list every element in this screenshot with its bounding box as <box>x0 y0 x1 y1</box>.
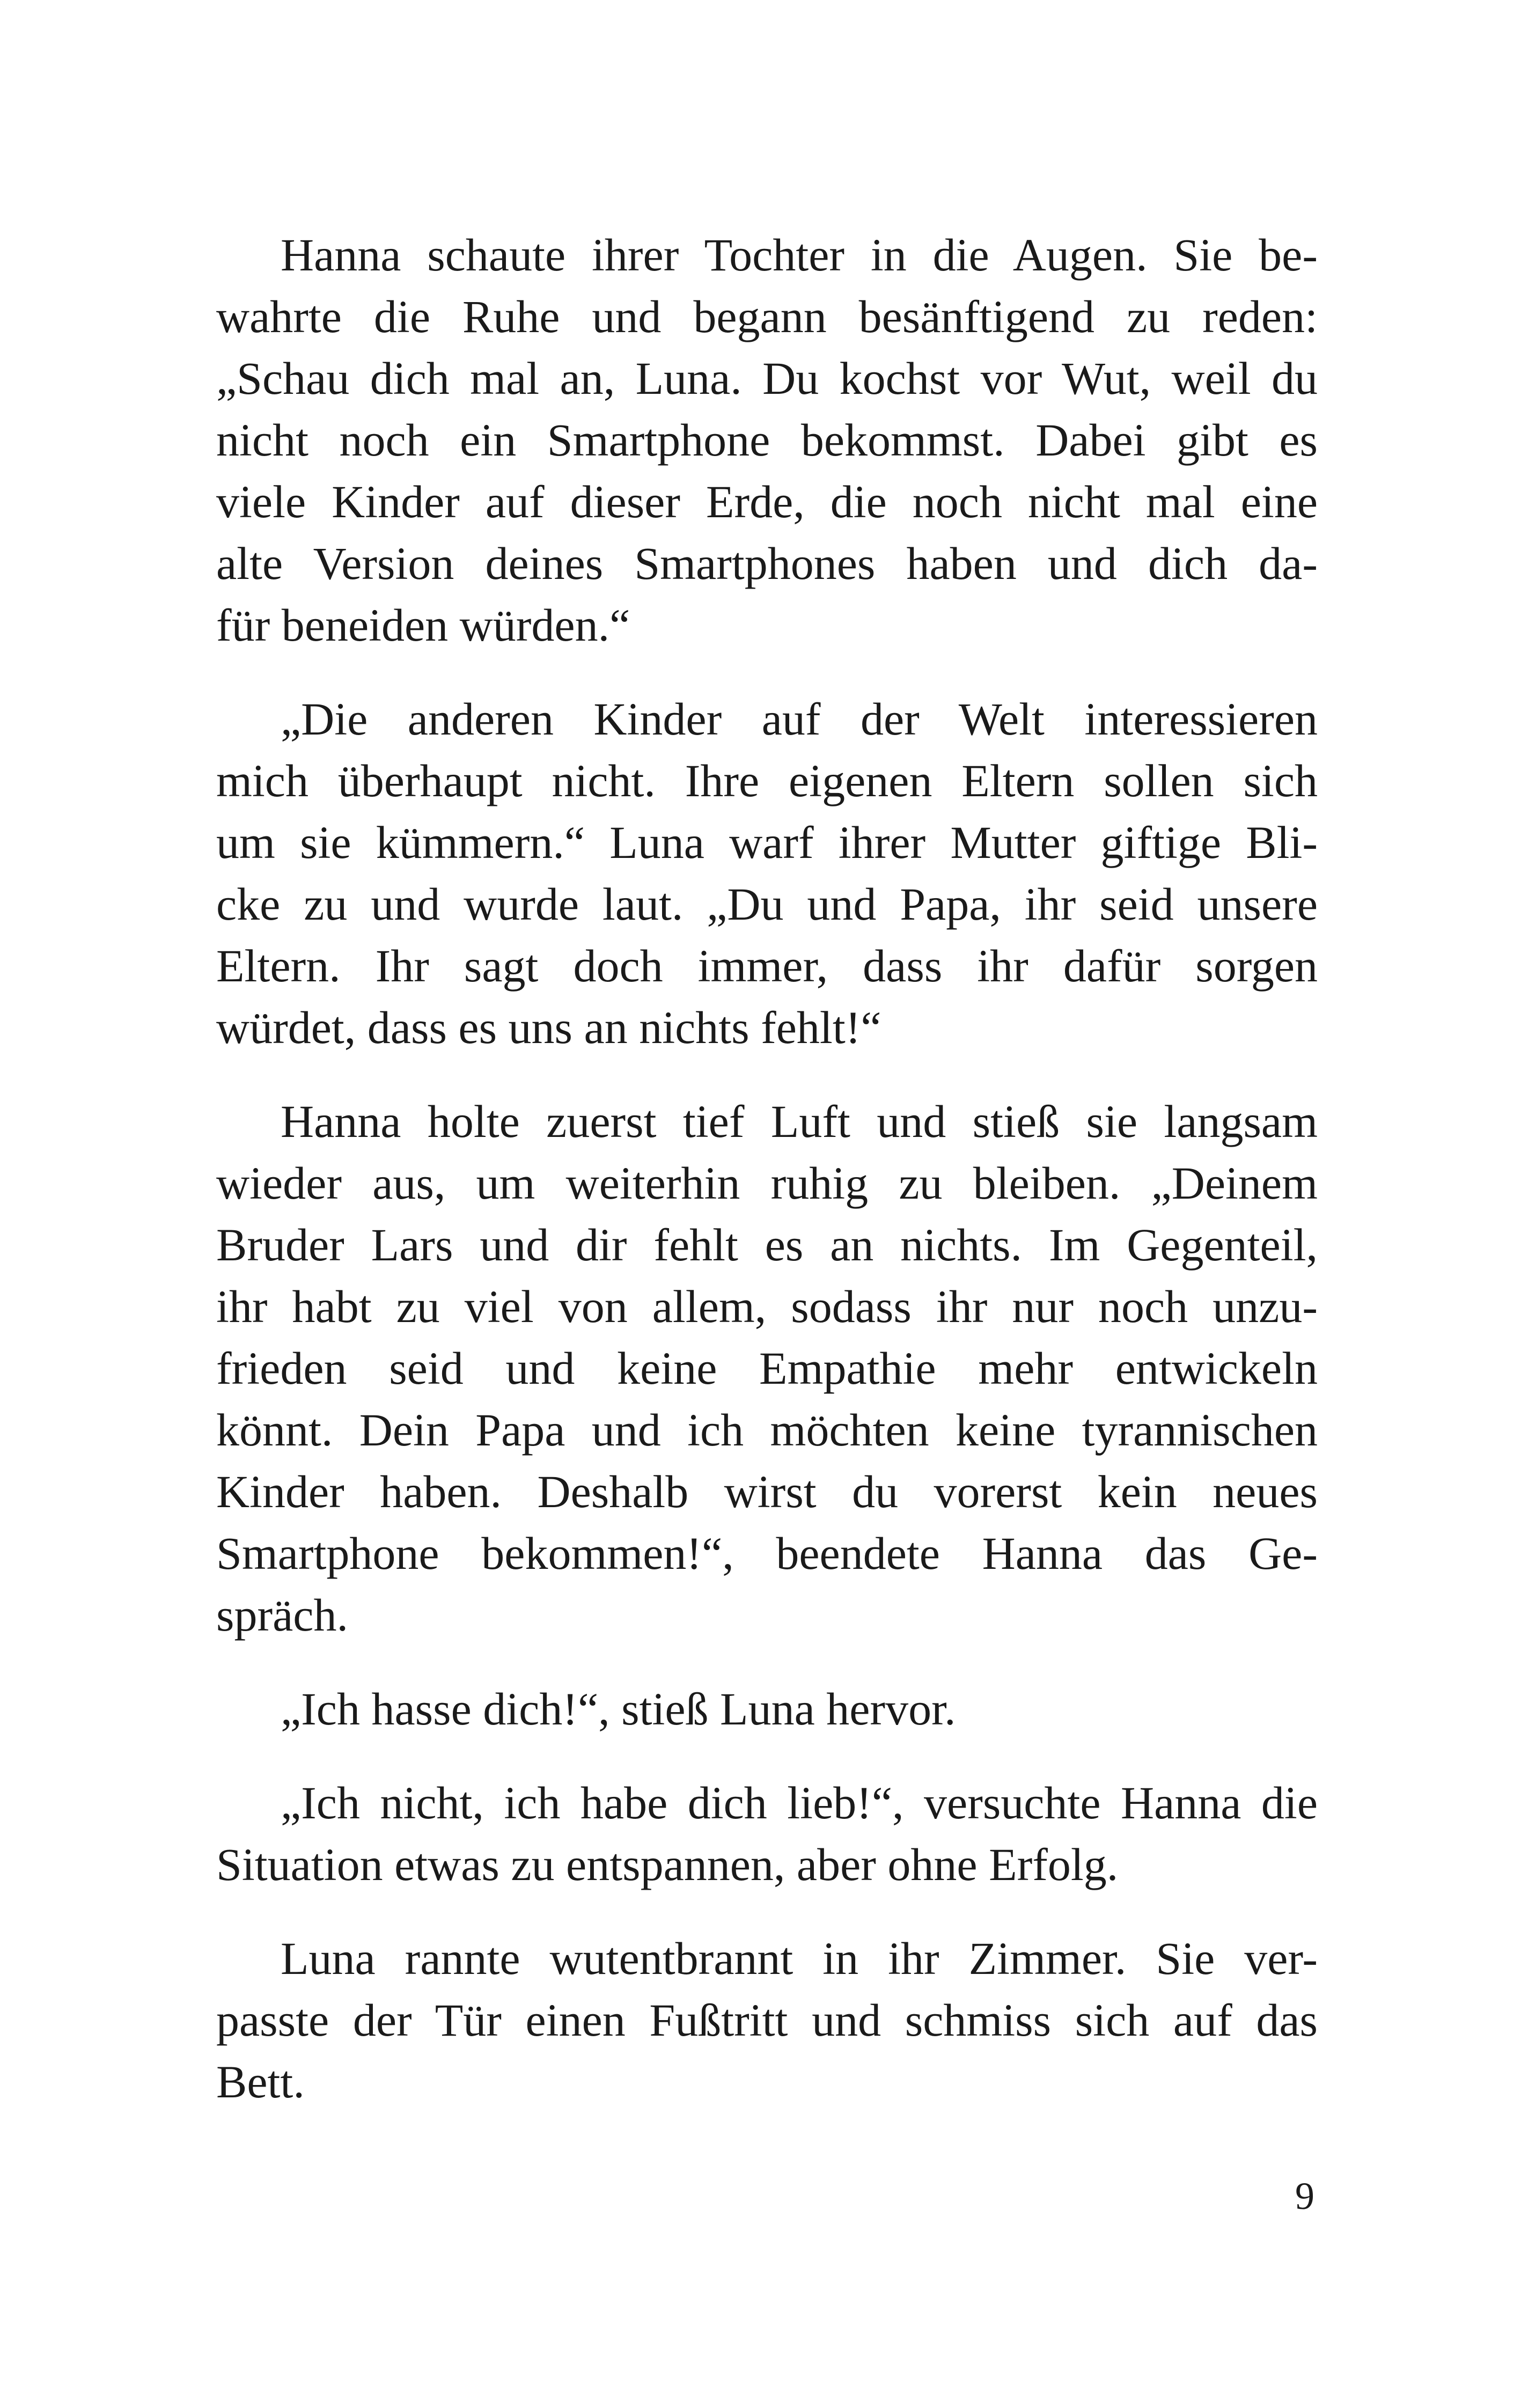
text-line: würdet, dass es uns an nichts fehlt!“ <box>216 1002 881 1053</box>
text-line: Bett. <box>216 2056 305 2108</box>
paragraph-1 <box>216 224 1318 656</box>
text-line: „Schau dich mal an, Luna. Du kochst vor Wut, weil du <box>216 353 1318 404</box>
text-line: „Ich nicht, ich habe dich lieb!“, versuchte Hanna die <box>281 1777 1318 1829</box>
text-line: cke zu und wurde laut. „Du und Papa, ihr seid unsere <box>216 878 1318 930</box>
text-line: frieden seid und keine Empathie mehr entwickeln <box>216 1342 1318 1394</box>
body-text <box>216 224 1318 2145</box>
paragraph-4 <box>216 1678 1318 1740</box>
text-line: passte der Tür einen Fußtritt und schmiss sich auf das <box>216 1994 1318 2046</box>
text-line: wahrte die Ruhe und begann besänftigend zu reden: <box>216 291 1318 342</box>
text-line: Luna rannte wutentbrannt in ihr Zimmer. Sie ver- <box>281 1933 1318 1984</box>
text-line: Situation etwas zu entspannen, aber ohne Erfolg. <box>216 1839 1119 1890</box>
text-line: alte Version deines Smartphones haben und dich da- <box>216 538 1318 589</box>
text-line: ihr habt zu viel von allem, sodass ihr nur noch unzu- <box>216 1281 1318 1332</box>
paragraph-6 <box>216 1928 1318 2113</box>
paragraph-2 <box>216 688 1318 1059</box>
text-line: für beneiden würden.“ <box>216 599 630 651</box>
text-line: viele Kinder auf dieser Erde, die noch nicht mal eine <box>216 476 1318 527</box>
text-line: wieder aus, um weiterhin ruhig zu bleiben. „Deinem <box>216 1157 1318 1209</box>
text-line: spräch. <box>216 1589 348 1641</box>
text-line: Kinder haben. Deshalb wirst du vorerst kein neues <box>216 1466 1318 1517</box>
paragraph-5 <box>216 1772 1318 1896</box>
text-line: Bruder Lars und dir fehlt es an nichts. Im Gegenteil, <box>216 1219 1318 1271</box>
text-line: „Die anderen Kinder auf der Welt interessieren <box>281 693 1318 745</box>
text-line: um sie kümmern.“ Luna warf ihrer Mutter giftige Bli- <box>216 817 1318 868</box>
paragraph-3 <box>216 1091 1318 1646</box>
text-line: Hanna schaute ihrer Tochter in die Augen. Sie be- <box>281 229 1318 281</box>
text-line: könnt. Dein Papa und ich möchten keine tyrannischen <box>216 1404 1318 1456</box>
page-number: 9 <box>1295 2175 1314 2218</box>
text-line: Hanna holte zuerst tief Luft und stieß sie langsam <box>281 1096 1318 1147</box>
text-line: nicht noch ein Smartphone bekommst. Dabei gibt es <box>216 414 1318 466</box>
text-line: mich überhaupt nicht. Ihre eigenen Eltern sollen sich <box>216 755 1318 806</box>
text-line: Eltern. Ihr sagt doch immer, dass ihr dafür sorgen <box>216 940 1318 992</box>
text-line: „Ich hasse dich!“, stieß Luna hervor. <box>281 1683 956 1735</box>
text-line: Smartphone bekommen!“, beendete Hanna das Ge- <box>216 1528 1318 1579</box>
